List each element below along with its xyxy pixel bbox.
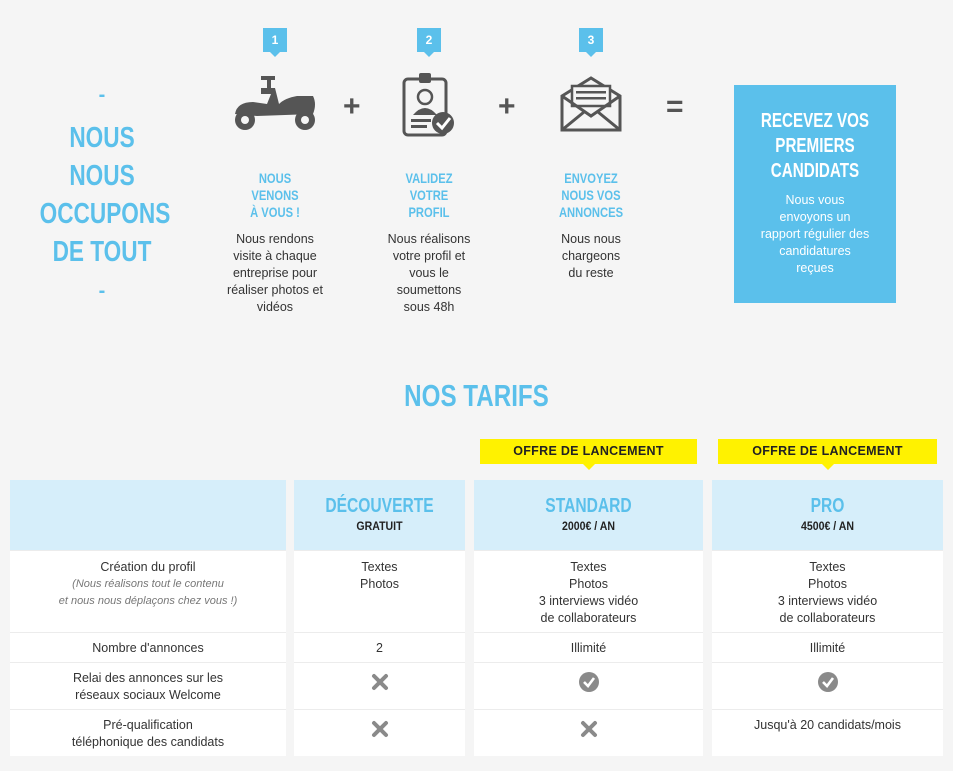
plan-value-cell: [474, 709, 703, 756]
plan-value: Textes Photos 3 interviews vidéo de collaborateurs: [712, 550, 943, 632]
plan-value-cell: [294, 709, 465, 756]
feature-label: Nombre d'annonces: [10, 632, 286, 662]
step-description: Nous nous chargeons du reste: [561, 232, 621, 280]
plan-name: PRO: [810, 495, 845, 517]
tagline-text: NOUS NOUS OCCUPONS DE TOUT: [39, 122, 171, 268]
plan-decouverte: [294, 480, 465, 756]
result-box: [734, 85, 896, 303]
plan-price: 4500€ / AN: [800, 519, 855, 533]
step-title: NOUS VENONS À VOUS !: [250, 170, 300, 220]
step-1: [216, 28, 334, 316]
plan-value: Illimité: [712, 632, 943, 662]
launch-offer-badge: OFFRE DE LANCEMENT: [718, 439, 937, 464]
plan-header: [294, 480, 465, 550]
plan-price: GRATUIT: [356, 519, 403, 533]
step-number: 1: [263, 28, 287, 52]
feature-label: Pré-qualification téléphonique des candidats: [10, 709, 286, 756]
plan-standard: [474, 480, 703, 756]
step-number: 3: [579, 28, 603, 52]
plan-value: Jusqu'à 20 candidats/mois: [712, 709, 943, 756]
cross-icon: [370, 672, 390, 692]
plan-value: 2: [294, 632, 465, 662]
plan-header: [474, 480, 703, 550]
plan-value-cell: [294, 662, 465, 709]
pricing-title: NOS TARIFS: [404, 378, 549, 413]
plan-value-cell: [712, 662, 943, 709]
cross-icon: [370, 719, 390, 739]
plan-pro: [712, 480, 943, 756]
tagline-dash-bottom: -: [98, 280, 106, 302]
step-2: [370, 28, 488, 316]
envelope-icon: [558, 74, 624, 134]
step-title: ENVOYEZ NOUS VOS ANNONCES: [558, 170, 624, 220]
plan-value: Illimité: [474, 632, 703, 662]
plus-sign: +: [498, 90, 516, 123]
check-icon: [579, 672, 599, 692]
feature-label-text: Création du profil: [100, 560, 196, 574]
feature-note: (Nous réalisons tout le contenu et nous nous déplaçons chez vous !): [58, 578, 238, 607]
tagline-dash-top: -: [98, 84, 106, 106]
plan-value-cell: [474, 662, 703, 709]
step-description: Nous réalisons votre profil et vous le soumettons sous 48h: [387, 232, 471, 314]
plus-sign: +: [343, 90, 361, 123]
plan-name: STANDARD: [545, 495, 632, 517]
step-title: VALIDEZ VOTRE PROFIL: [405, 170, 453, 220]
plan-header: [712, 480, 943, 550]
feature-labels-column: [10, 480, 286, 756]
step-description: Nous rendons visite à chaque entreprise pour réaliser photos et vidéos: [227, 232, 323, 314]
plan-value: Textes Photos 3 interviews vidéo de collaborateurs: [474, 550, 703, 632]
tagline: [22, 85, 182, 301]
plan-name: DÉCOUVERTE: [325, 495, 434, 517]
feature-label: [10, 550, 286, 632]
empty-header: [10, 480, 286, 550]
plan-value: Textes Photos: [294, 550, 465, 632]
badge-check-icon: [399, 69, 459, 139]
launch-offer-badge: OFFRE DE LANCEMENT: [480, 439, 697, 464]
step-3: [532, 28, 650, 282]
step-number: 2: [417, 28, 441, 52]
result-description: Nous vous envoyons un rapport régulier des candidatures reçues: [760, 193, 870, 275]
cross-icon: [579, 719, 599, 739]
feature-label: Relai des annonces sur les réseaux sociaux Welcome: [10, 662, 286, 709]
check-icon: [818, 672, 838, 692]
result-title: RECEVEZ VOS PREMIERS CANDIDATS: [760, 110, 870, 182]
equals-sign: =: [666, 90, 684, 123]
plan-price: 2000€ / AN: [561, 519, 616, 533]
scooter-icon: [227, 74, 323, 134]
